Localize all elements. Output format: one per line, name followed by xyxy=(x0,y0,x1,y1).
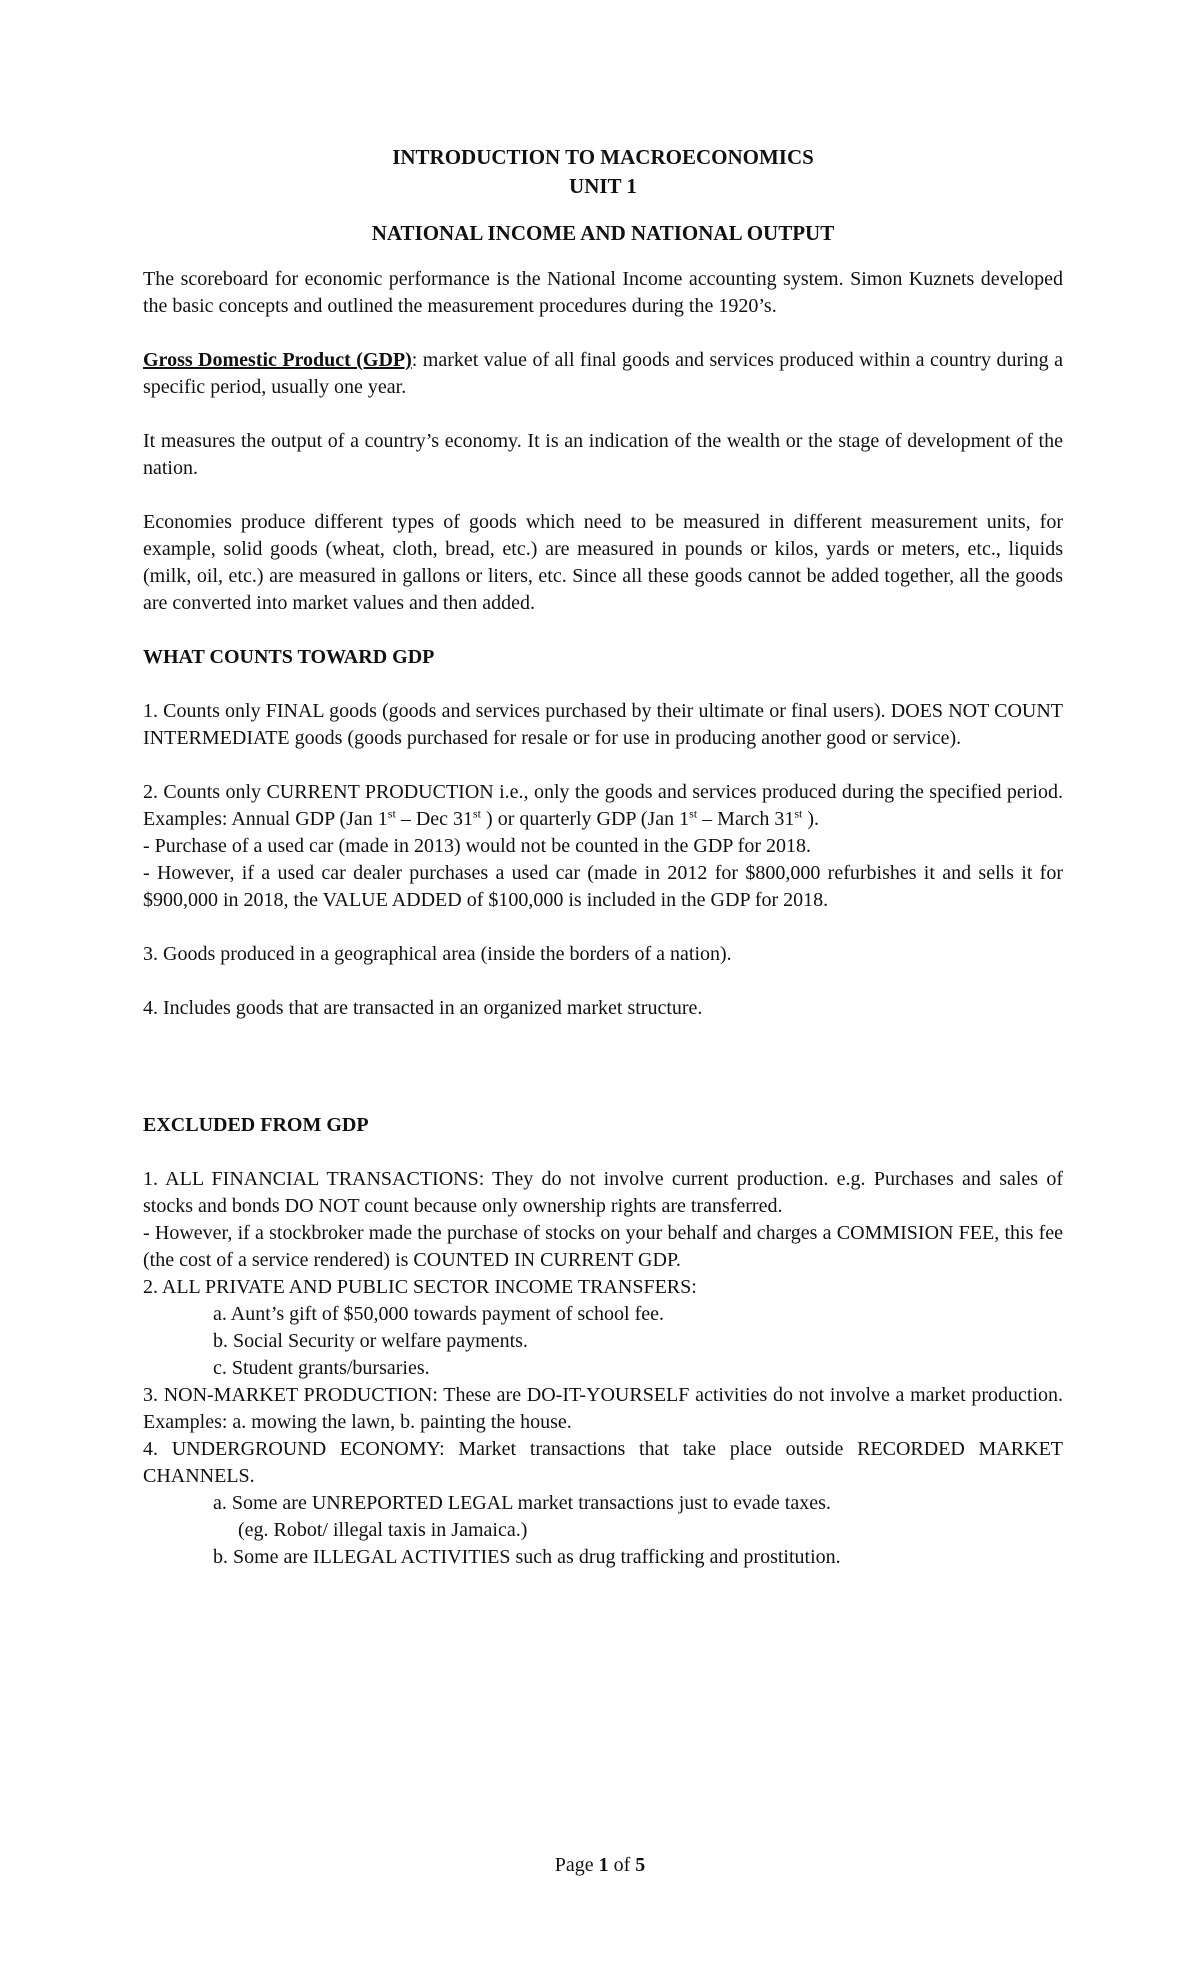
page-footer xyxy=(0,1854,1200,1877)
counts-item-3: 3. Goods produced in a geographical area (inside the borders of a nation). xyxy=(143,943,732,965)
excluded-heading: EXCLUDED FROM GDP xyxy=(143,1114,369,1136)
superscript: st xyxy=(689,806,698,821)
intro-paragraph: The scoreboard for economic performance is the National Income accounting system. Simon Kuznets developed the basic concepts and outlined the measurement procedures during the 1920’s. xyxy=(143,268,1063,317)
counts-item-4: 4. Includes goods that are transacted in an organized market structure. xyxy=(143,997,703,1019)
car-dealer-note: - However, if a used car dealer purchases a used car (made in 2012 for $800,000 refurbishes it and sells it for $900,000 in 2018, the VALUE ADDED of $100,000 is included in the GDP for 2018. xyxy=(143,862,1063,911)
gdp-definition xyxy=(143,347,1063,401)
counts-item-2-text-c: ) or quarterly GDP (Jan 1 xyxy=(481,808,690,830)
gdp-term: Gross Domestic Product (GDP) xyxy=(143,349,412,371)
excluded-item-1-note: - However, if a stockbroker made the purchase of stocks on your behalf and charges a COMMISION FEE, this fee (the cost of a service rendered) is COUNTED IN CURRENT GDP. xyxy=(143,1222,1063,1271)
excluded-item-2: 2. ALL PRIVATE AND PUBLIC SECTOR INCOME TRANSFERS: xyxy=(143,1276,697,1298)
excluded-item-4a: a. Some are UNREPORTED LEGAL market transactions just to evade taxes. xyxy=(213,1492,831,1514)
excluded-item-2b: b. Social Security or welfare payments. xyxy=(213,1330,528,1352)
page-word: Page xyxy=(554,1854,594,1876)
excluded-item-1: 1. ALL FINANCIAL TRANSACTIONS: They do not involve current production. e.g. Purchases and sales of stocks and bonds DO NOT count because only ownership rights are transferred. xyxy=(143,1168,1063,1217)
counts-item-2-text-b: – Dec 31 xyxy=(395,808,474,830)
of-word: of xyxy=(613,1854,631,1876)
excluded-item-2c: c. Student grants/bursaries. xyxy=(213,1357,430,1379)
excluded-item-2a: a. Aunt’s gift of $50,000 towards payment of school fee. xyxy=(213,1303,665,1325)
section-title: NATIONAL INCOME AND NATIONAL OUTPUT xyxy=(371,221,835,245)
superscript: st xyxy=(794,806,803,821)
excluded-item-4: 4. UNDERGROUND ECONOMY: Market transactions that take place outside RECORDED MARKET CHANNELS. xyxy=(143,1438,1063,1487)
unit-label: UNIT 1 xyxy=(569,174,637,198)
counts-item-2-text-e: ). xyxy=(802,808,820,830)
gdp-definition-text: : market value of all final goods and services produced within a country during a specific period, usually one year. xyxy=(143,349,1063,398)
page-total: 5 xyxy=(635,1854,646,1876)
document-title: INTRODUCTION TO MACROECONOMICS xyxy=(392,145,814,169)
counts-heading: WHAT COUNTS TOWARD GDP xyxy=(143,646,435,668)
superscript: st xyxy=(387,806,396,821)
counts-item-2-text-a: 2. Counts only CURRENT PRODUCTION i.e., only the goods and services produced during the specified period. Examples: Annual GDP (Jan 1 xyxy=(143,781,1063,830)
excluded-item-3: 3. NON-MARKET PRODUCTION: These are DO-IT-YOURSELF activities do not involve a market production. Examples: a. mowing the lawn, b. painting the house. xyxy=(143,1384,1063,1433)
document-body xyxy=(143,143,1063,1571)
output-paragraph: It measures the output of a country’s economy. It is an indication of the wealth or the stage of development of the nation. xyxy=(143,430,1063,479)
superscript: st xyxy=(473,806,482,821)
excluded-item-4a-example: (eg. Robot/ illegal taxis in Jamaica.) xyxy=(238,1519,528,1541)
page-number: 1 xyxy=(598,1854,609,1876)
excluded-item-4b: b. Some are ILLEGAL ACTIVITIES such as drug trafficking and prostitution. xyxy=(213,1546,841,1568)
counts-item-2-text-d: – March 31 xyxy=(697,808,795,830)
used-car-note: - Purchase of a used car (made in 2013) would not be counted in the GDP for 2018. xyxy=(143,835,811,857)
counts-item-1: 1. Counts only FINAL goods (goods and services purchased by their ultimate or final users). DOES NOT COUNT INTERMEDIATE goods (goods purchased for resale or for use in producing another good or service). xyxy=(143,700,1063,749)
counts-item-2 xyxy=(143,779,1063,833)
measurement-paragraph: Economies produce different types of goods which need to be measured in different measurement units, for example, solid goods (wheat, cloth, bread, etc.) are measured in pounds or kilos, yards or meters, etc., liquids (milk, oil, etc.) are measured in gallons or liters, etc. Since all these goods cannot be added together, all the goods are converted into market values and then added. xyxy=(143,511,1063,614)
